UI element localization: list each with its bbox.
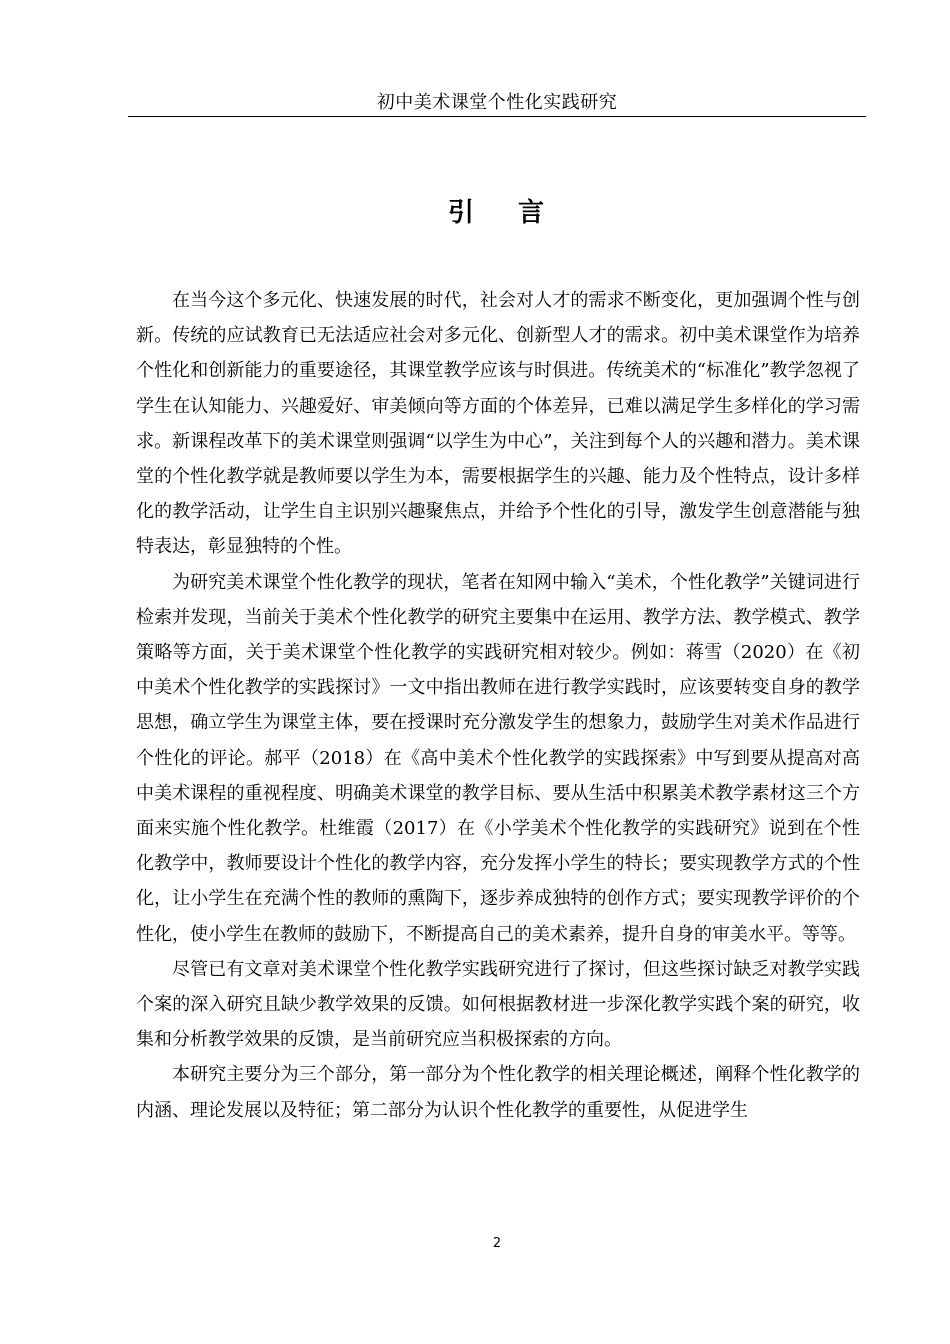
paragraph-2: 为研究美术课堂个性化教学的现状，笔者在知网中输入“美术，个性化教学”关键词进行检索并发现，当前关于美术个性化教学的研究主要集中在运用、教学方法、教学模式、教学策略等方面，关于美术课堂个性化教学的实践研究相对较少。例如：蒋雪（2020）在《初中美术个性化教学的实践探讨》一文中指出教师在进行教学实践时，应该要转变自身的教学思想，确立学生为课堂主体，要在授课时充分激发学生的想象力，鼓励学生对美术作品进行个性化的评论。郝平（2018）在《高中美术个性化教学的实践探索》中写到要从提高对高中美术课程的重视程度、明确美术课堂的教学目标、要从生活中积累美术教学素材这三个方面来实施个性化教学。杜维霞（2017）在《小学美术个性化教学的实践研究》说到在个性化教学中，教师要设计个性化的教学内容，充分发挥小学生的特长；要实现教学方式的个性化，让小学生在充满个性的教师的熏陶下，逐步养成独特的创作方式；要实现教学评价的个性化，使小学生在教师的鼓励下，不断提高自己的美术素养，提升自身的审美水平。等等。 [136,571,860,945]
paragraph-1: 在当今这个多元化、快速发展的时代，社会对人才的需求不断变化，更加强调个性与创新。传统的应试教育已无法适应社会对多元化、创新型人才的需求。初中美术课堂作为培养个性化和创新能力的重要途径，其课堂教学应该与时俱进。传统美术的“标准化”教学忽视了学生在认知能力、兴趣爱好、审美倾向等方面的个体差异，已难以满足学生多样化的学习需求。新课程改革下的美术课堂则强调“以学生为中心”，关注到每个人的兴趣和潜力。美术课堂的个性化教学就是教师要以学生为本，需要根据学生的兴趣、能力及个性特点，设计多样化的教学活动，让学生自主识别兴趣聚焦点，并给予个性化的引导，激发学生创意潜能与独特表达，彰显独特的个性。 [136,290,860,558]
running-header: 初中美术课堂个性化实践研究 [376,92,618,113]
header-divider [128,116,866,117]
section-title-char-2: 言 [518,198,547,228]
body-text [136,283,860,1128]
section-title [128,196,866,230]
section-title-char-1: 引 [447,198,476,228]
paragraph-3: 尽管已有文章对美术课堂个性化教学实践研究进行了探讨，但这些探讨缺乏对教学实践个案的深入研究且缺少教学效果的反馈。如何根据教材进一步深化教学实践个案的研究，收集和分析教学效果的反馈，是当前研究应当积极探索的方向。 [136,958,860,1051]
paragraph-4: 本研究主要分为三个部分，第一部分为个性化教学的相关理论概述，阐释个性化教学的内涵、理论发展以及特征；第二部分为认识个性化教学的重要性，从促进学生 [136,1064,860,1121]
page-number: 2 [492,1236,502,1251]
